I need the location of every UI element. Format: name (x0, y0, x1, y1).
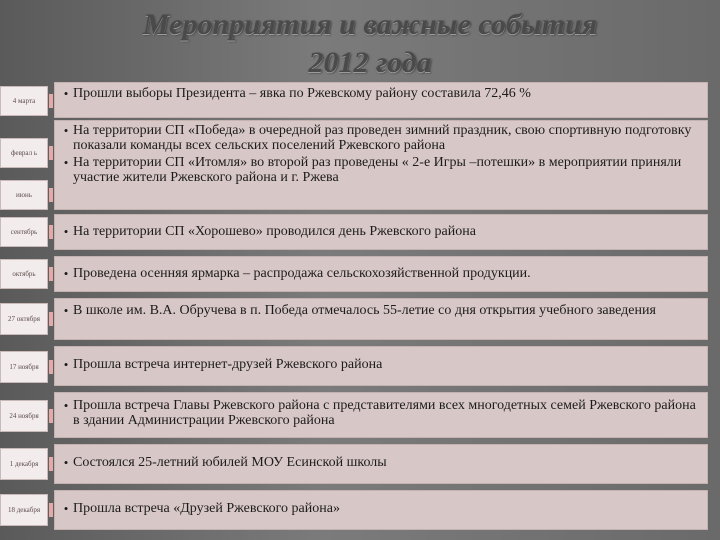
timeline-marker (49, 457, 53, 471)
event-box (54, 444, 708, 484)
bullet-icon: • (63, 357, 69, 372)
slide-title-line-1: Мероприятия и важные события (142, 8, 598, 41)
date-label: сентябрь (0, 217, 48, 247)
event-box (54, 392, 708, 438)
event-text: На территории СП «Итомля» во второй раз проведены « 2-е Игры –потешки» в мероприятии приняли участие жители Ржевского района и г. Ржева (73, 155, 682, 185)
slide-title-line-2: 2012 года (308, 46, 432, 79)
date-label: июнь (0, 180, 48, 210)
timeline-marker (49, 146, 53, 160)
event-item (59, 123, 699, 153)
date-label: 17 ноября (0, 351, 48, 383)
event-text: На территории СП «Победа» в очередной раз проведен зимний праздник, свою спортивную подготовку показали команды всех сельских поселений Ржевского района (73, 123, 692, 153)
event-box (54, 214, 708, 250)
bullet-icon: • (63, 455, 69, 470)
event-item (59, 357, 699, 372)
timeline-marker (49, 188, 53, 202)
timeline-marker (49, 312, 53, 326)
event-item (59, 86, 699, 101)
bullet-icon: • (63, 501, 69, 516)
bullet-icon: • (63, 86, 69, 101)
event-box (54, 256, 708, 292)
bullet-icon: • (63, 123, 69, 138)
event-text: Прошла встреча Главы Ржевского района с представителями всех многодетных семей Ржевского района в здании Администрации Ржевского района (73, 398, 696, 428)
bullet-icon: • (63, 155, 69, 170)
bullet-icon: • (63, 398, 69, 413)
event-item (59, 398, 699, 428)
event-box (54, 490, 708, 530)
timeline-marker (49, 503, 53, 517)
event-text: Проведена осенняя ярмарка – распродажа сельскохозяйственной продукции. (73, 266, 531, 281)
date-label: 4 марта (0, 86, 48, 116)
bullet-icon: • (63, 224, 69, 239)
event-text: В школе им. В.А. Обручева в п. Победа отмечалось 55-летие со дня открытия учебного заведения (73, 303, 656, 318)
event-box (54, 298, 708, 340)
date-label: 1 декабря (0, 448, 48, 480)
date-label: феврал ь (0, 138, 48, 168)
bullet-icon: • (63, 266, 69, 281)
event-text: Прошла встреча интернет-друзей Ржевского района (73, 357, 383, 372)
event-item (59, 455, 699, 470)
timeline-marker (49, 225, 53, 239)
event-item (59, 155, 699, 185)
events-timeline (0, 82, 720, 532)
date-label: 27 октября (0, 303, 48, 335)
event-item (59, 501, 699, 516)
bullet-icon: • (63, 303, 69, 318)
event-text: На территории СП «Хорошево» проводился день Ржевского района (73, 224, 476, 239)
event-item (59, 224, 699, 239)
event-box (54, 346, 708, 386)
event-box (54, 82, 708, 118)
event-text: Состоялся 25-летний юбилей МОУ Есинской школы (73, 455, 387, 470)
timeline-marker (49, 267, 53, 281)
event-text: Прошли выборы Президента – явка по Ржевскому району составила 72,46 % (73, 86, 531, 101)
timeline-marker (49, 409, 53, 423)
timeline-marker (49, 360, 53, 374)
date-label: 24 ноября (0, 400, 48, 432)
event-box (54, 120, 708, 210)
date-label: октябрь (0, 259, 48, 289)
event-text: Прошла встреча «Друзей Ржевского района» (73, 501, 340, 516)
event-item (59, 303, 699, 318)
event-item (59, 266, 699, 281)
date-label: 18 декабря (0, 494, 48, 526)
timeline-marker (49, 94, 53, 108)
